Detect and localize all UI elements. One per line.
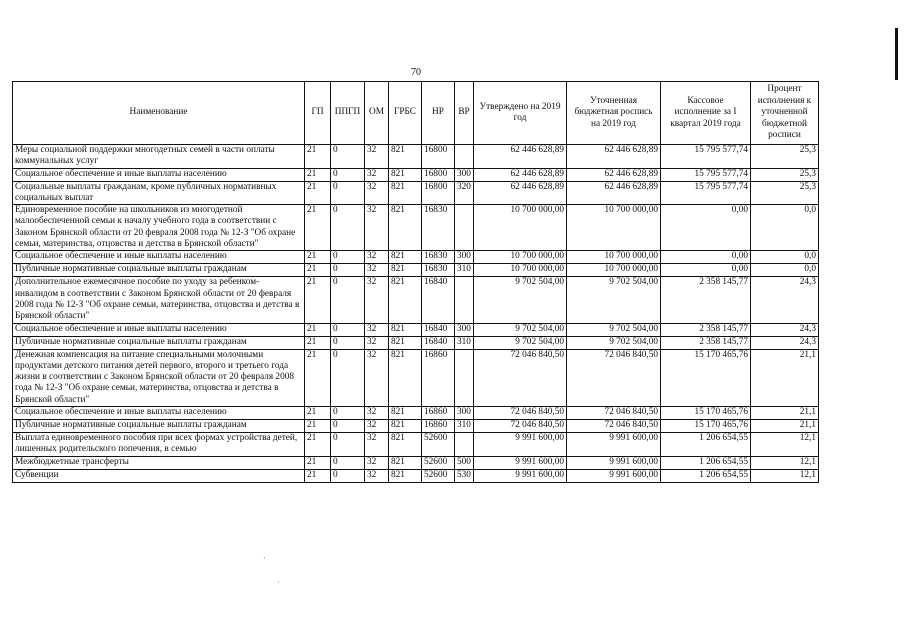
cell-approved: 9 702 504,00 xyxy=(474,323,567,336)
header-vr: ВР xyxy=(455,82,474,145)
cell-om: 32 xyxy=(365,407,389,420)
page-number: 70 xyxy=(411,67,421,78)
cell-np: 16860 xyxy=(422,349,455,406)
cell-approved: 9 991 600,00 xyxy=(474,456,567,469)
cell-approved: 10 700 000,00 xyxy=(474,251,567,264)
cell-ppgp: 0 xyxy=(331,181,365,205)
cell-grbs: 821 xyxy=(389,145,422,169)
cell-approved: 10 700 000,00 xyxy=(474,205,567,251)
cell-refined: 9 702 504,00 xyxy=(567,323,661,336)
cell-gp: 21 xyxy=(305,433,331,457)
cell-gp: 21 xyxy=(305,456,331,469)
cell-ppgp: 0 xyxy=(331,277,365,323)
cell-refined: 72 046 840,50 xyxy=(567,407,661,420)
cell-name: Выплата единовременного пособия при всех формах устройства детей, лишенных родительского попечения, в семью xyxy=(13,433,305,457)
cell-ppgp: 0 xyxy=(331,168,365,181)
cell-percent: 21,1 xyxy=(751,349,819,406)
cell-percent: 25,3 xyxy=(751,181,819,205)
cell-cash: 15 170 465,76 xyxy=(661,420,751,433)
cell-om: 32 xyxy=(365,469,389,482)
cell-gp: 21 xyxy=(305,168,331,181)
cell-cash: 2 358 145,77 xyxy=(661,323,751,336)
cell-grbs: 821 xyxy=(389,264,422,277)
scan-speck: · xyxy=(277,577,280,587)
cell-grbs: 821 xyxy=(389,456,422,469)
cell-approved: 9 991 600,00 xyxy=(474,469,567,482)
cell-ppgp: 0 xyxy=(331,349,365,406)
cell-percent: 24,3 xyxy=(751,323,819,336)
cell-np: 16860 xyxy=(422,420,455,433)
cell-om: 32 xyxy=(365,145,389,169)
cell-cash: 1 206 654,55 xyxy=(661,433,751,457)
cell-name: Социальное обеспечение и иные выплаты населению xyxy=(13,407,305,420)
cell-vr: 300 xyxy=(455,407,474,420)
scan-speck: · xyxy=(263,553,266,563)
cell-ppgp: 0 xyxy=(331,264,365,277)
cell-vr xyxy=(455,205,474,251)
cell-ppgp: 0 xyxy=(331,251,365,264)
table-row xyxy=(13,251,819,264)
cell-percent: 0,0 xyxy=(751,264,819,277)
cell-name: Межбюджетные трансферты xyxy=(13,456,305,469)
cell-np: 16800 xyxy=(422,181,455,205)
cell-refined: 9 702 504,00 xyxy=(567,277,661,323)
budget-table xyxy=(12,81,819,483)
scan-edge-mark xyxy=(895,28,898,80)
cell-grbs: 821 xyxy=(389,277,422,323)
header-approved: Утверждено на 2019 год xyxy=(474,82,567,145)
cell-percent: 21,1 xyxy=(751,420,819,433)
cell-np: 16840 xyxy=(422,277,455,323)
cell-gp: 21 xyxy=(305,336,331,349)
table-row xyxy=(13,181,819,205)
cell-percent: 12,1 xyxy=(751,456,819,469)
cell-name: Социальное обеспечение и иные выплаты населению xyxy=(13,323,305,336)
cell-om: 32 xyxy=(365,456,389,469)
cell-cash: 15 795 577,74 xyxy=(661,145,751,169)
table-row xyxy=(13,145,819,169)
cell-grbs: 821 xyxy=(389,205,422,251)
cell-refined: 72 046 840,50 xyxy=(567,349,661,406)
cell-cash: 15 795 577,74 xyxy=(661,181,751,205)
cell-refined: 10 700 000,00 xyxy=(567,251,661,264)
cell-percent: 0,0 xyxy=(751,205,819,251)
cell-cash: 15 795 577,74 xyxy=(661,168,751,181)
cell-ppgp: 0 xyxy=(331,407,365,420)
cell-name: Социальное обеспечение и иные выплаты населению xyxy=(13,251,305,264)
cell-refined: 10 700 000,00 xyxy=(567,205,661,251)
header-np: НР xyxy=(422,82,455,145)
cell-name: Дополнительное ежемесячное пособие по уходу за ребенком-инвалидом в соответствии с Законом Брянской области от 20 февраля 2008 года № 12-З "Об охране семьи, материнства, отцовства и детства в Брянской области" xyxy=(13,277,305,323)
cell-om: 32 xyxy=(365,168,389,181)
cell-np: 16830 xyxy=(422,264,455,277)
cell-percent: 12,1 xyxy=(751,433,819,457)
cell-cash: 2 358 145,77 xyxy=(661,277,751,323)
cell-cash: 15 170 465,76 xyxy=(661,349,751,406)
cell-vr: 300 xyxy=(455,323,474,336)
cell-ppgp: 0 xyxy=(331,145,365,169)
cell-vr: 310 xyxy=(455,420,474,433)
cell-cash: 15 170 465,76 xyxy=(661,407,751,420)
cell-name: Публичные нормативные социальные выплаты гражданам xyxy=(13,336,305,349)
cell-om: 32 xyxy=(365,264,389,277)
cell-grbs: 821 xyxy=(389,407,422,420)
cell-refined: 62 446 628,89 xyxy=(567,145,661,169)
cell-np: 16860 xyxy=(422,407,455,420)
table-row xyxy=(13,349,819,406)
cell-refined: 9 991 600,00 xyxy=(567,456,661,469)
cell-gp: 21 xyxy=(305,145,331,169)
cell-np: 52600 xyxy=(422,433,455,457)
cell-refined: 62 446 628,89 xyxy=(567,181,661,205)
cell-np: 52600 xyxy=(422,456,455,469)
cell-grbs: 821 xyxy=(389,251,422,264)
header-refined: Уточненная бюджетная роспись на 2019 год xyxy=(567,82,661,145)
cell-refined: 10 700 000,00 xyxy=(567,264,661,277)
cell-vr: 530 xyxy=(455,469,474,482)
cell-om: 32 xyxy=(365,336,389,349)
cell-name: Публичные нормативные социальные выплаты гражданам xyxy=(13,264,305,277)
cell-vr: 300 xyxy=(455,168,474,181)
table-row xyxy=(13,205,819,251)
table-row xyxy=(13,336,819,349)
cell-np: 52600 xyxy=(422,469,455,482)
cell-refined: 9 991 600,00 xyxy=(567,433,661,457)
cell-percent: 12,1 xyxy=(751,469,819,482)
cell-name: Социальные выплаты гражданам, кроме публичных нормативных социальных выплат xyxy=(13,181,305,205)
table-row xyxy=(13,264,819,277)
cell-gp: 21 xyxy=(305,469,331,482)
table-row xyxy=(13,469,819,482)
table-body xyxy=(13,145,819,483)
cell-approved: 9 702 504,00 xyxy=(474,277,567,323)
cell-cash: 0,00 xyxy=(661,205,751,251)
cell-vr: 310 xyxy=(455,264,474,277)
cell-cash: 0,00 xyxy=(661,251,751,264)
cell-name: Социальное обеспечение и иные выплаты населению xyxy=(13,168,305,181)
cell-approved: 72 046 840,50 xyxy=(474,349,567,406)
table-row xyxy=(13,433,819,457)
cell-percent: 25,3 xyxy=(751,168,819,181)
header-ppgp: ППГП xyxy=(331,82,365,145)
cell-grbs: 821 xyxy=(389,349,422,406)
cell-np: 16830 xyxy=(422,251,455,264)
cell-vr xyxy=(455,433,474,457)
cell-cash: 1 206 654,55 xyxy=(661,456,751,469)
table-row xyxy=(13,277,819,323)
header-name: Наименование xyxy=(13,82,305,145)
cell-om: 32 xyxy=(365,420,389,433)
cell-vr xyxy=(455,145,474,169)
table-row xyxy=(13,407,819,420)
cell-cash: 1 206 654,55 xyxy=(661,469,751,482)
cell-approved: 72 046 840,50 xyxy=(474,420,567,433)
cell-np: 16830 xyxy=(422,205,455,251)
cell-approved: 62 446 628,89 xyxy=(474,145,567,169)
cell-gp: 21 xyxy=(305,264,331,277)
cell-name: Субвенции xyxy=(13,469,305,482)
cell-refined: 9 991 600,00 xyxy=(567,469,661,482)
cell-name: Единовременное пособие на школьников из многодетной малообеспеченной семьи к началу учебного года в соответствии с Законом Брянской области от 20 февраля 2008 года № 12-З "Об охране семьи, материнства, отцовства и детства в Брянской области" xyxy=(13,205,305,251)
cell-percent: 24,3 xyxy=(751,336,819,349)
cell-np: 16840 xyxy=(422,323,455,336)
cell-gp: 21 xyxy=(305,277,331,323)
cell-refined: 62 446 628,89 xyxy=(567,168,661,181)
cell-vr: 300 xyxy=(455,251,474,264)
cell-refined: 9 702 504,00 xyxy=(567,336,661,349)
cell-cash: 0,00 xyxy=(661,264,751,277)
cell-ppgp: 0 xyxy=(331,456,365,469)
cell-om: 32 xyxy=(365,205,389,251)
cell-grbs: 821 xyxy=(389,323,422,336)
cell-grbs: 821 xyxy=(389,336,422,349)
cell-grbs: 821 xyxy=(389,168,422,181)
table-row xyxy=(13,168,819,181)
cell-approved: 62 446 628,89 xyxy=(474,168,567,181)
header-cash: Кассовое исполнение за I квартал 2019 года xyxy=(661,82,751,145)
cell-gp: 21 xyxy=(305,251,331,264)
cell-om: 32 xyxy=(365,251,389,264)
cell-percent: 21,1 xyxy=(751,407,819,420)
cell-approved: 62 446 628,89 xyxy=(474,181,567,205)
cell-grbs: 821 xyxy=(389,469,422,482)
cell-ppgp: 0 xyxy=(331,420,365,433)
cell-percent: 25,3 xyxy=(751,145,819,169)
cell-name: Денежная компенсация на питание специальными молочными продуктами детского питания детей первого, второго и третьего года жизни в соответствии с Законом Брянской области от 20 февраля 2008 года № 12-З "Об охране семьи, материнства, отцовства и детства в Брянской области" xyxy=(13,349,305,406)
cell-ppgp: 0 xyxy=(331,205,365,251)
cell-om: 32 xyxy=(365,433,389,457)
cell-percent: 24,3 xyxy=(751,277,819,323)
cell-ppgp: 0 xyxy=(331,469,365,482)
table-row xyxy=(13,323,819,336)
cell-om: 32 xyxy=(365,181,389,205)
cell-name: Меры социальной поддержки многодетных семей в части оплаты коммунальных услуг xyxy=(13,145,305,169)
cell-approved: 9 702 504,00 xyxy=(474,336,567,349)
cell-ppgp: 0 xyxy=(331,336,365,349)
table-row xyxy=(13,420,819,433)
cell-percent: 0,0 xyxy=(751,251,819,264)
cell-om: 32 xyxy=(365,323,389,336)
cell-approved: 10 700 000,00 xyxy=(474,264,567,277)
cell-grbs: 821 xyxy=(389,420,422,433)
cell-approved: 72 046 840,50 xyxy=(474,407,567,420)
cell-ppgp: 0 xyxy=(331,433,365,457)
cell-om: 32 xyxy=(365,349,389,406)
cell-gp: 21 xyxy=(305,205,331,251)
cell-vr: 320 xyxy=(455,181,474,205)
cell-np: 16800 xyxy=(422,168,455,181)
cell-vr: 500 xyxy=(455,456,474,469)
table-row xyxy=(13,456,819,469)
cell-np: 16840 xyxy=(422,336,455,349)
cell-approved: 9 991 600,00 xyxy=(474,433,567,457)
cell-gp: 21 xyxy=(305,349,331,406)
header-grbs: ГРБС xyxy=(389,82,422,145)
header-percent: Процент исполнения к уточненной бюджетной росписи xyxy=(751,82,819,145)
header-gp: ГП xyxy=(305,82,331,145)
cell-vr: 310 xyxy=(455,336,474,349)
cell-gp: 21 xyxy=(305,181,331,205)
cell-np: 16800 xyxy=(422,145,455,169)
cell-vr xyxy=(455,349,474,406)
cell-grbs: 821 xyxy=(389,433,422,457)
cell-gp: 21 xyxy=(305,407,331,420)
cell-om: 32 xyxy=(365,277,389,323)
cell-gp: 21 xyxy=(305,323,331,336)
cell-name: Публичные нормативные социальные выплаты гражданам xyxy=(13,420,305,433)
cell-ppgp: 0 xyxy=(331,323,365,336)
header-om: ОМ xyxy=(365,82,389,145)
cell-gp: 21 xyxy=(305,420,331,433)
cell-refined: 72 046 840,50 xyxy=(567,420,661,433)
cell-vr xyxy=(455,277,474,323)
cell-grbs: 821 xyxy=(389,181,422,205)
cell-cash: 2 358 145,77 xyxy=(661,336,751,349)
table-header-row xyxy=(13,82,819,145)
